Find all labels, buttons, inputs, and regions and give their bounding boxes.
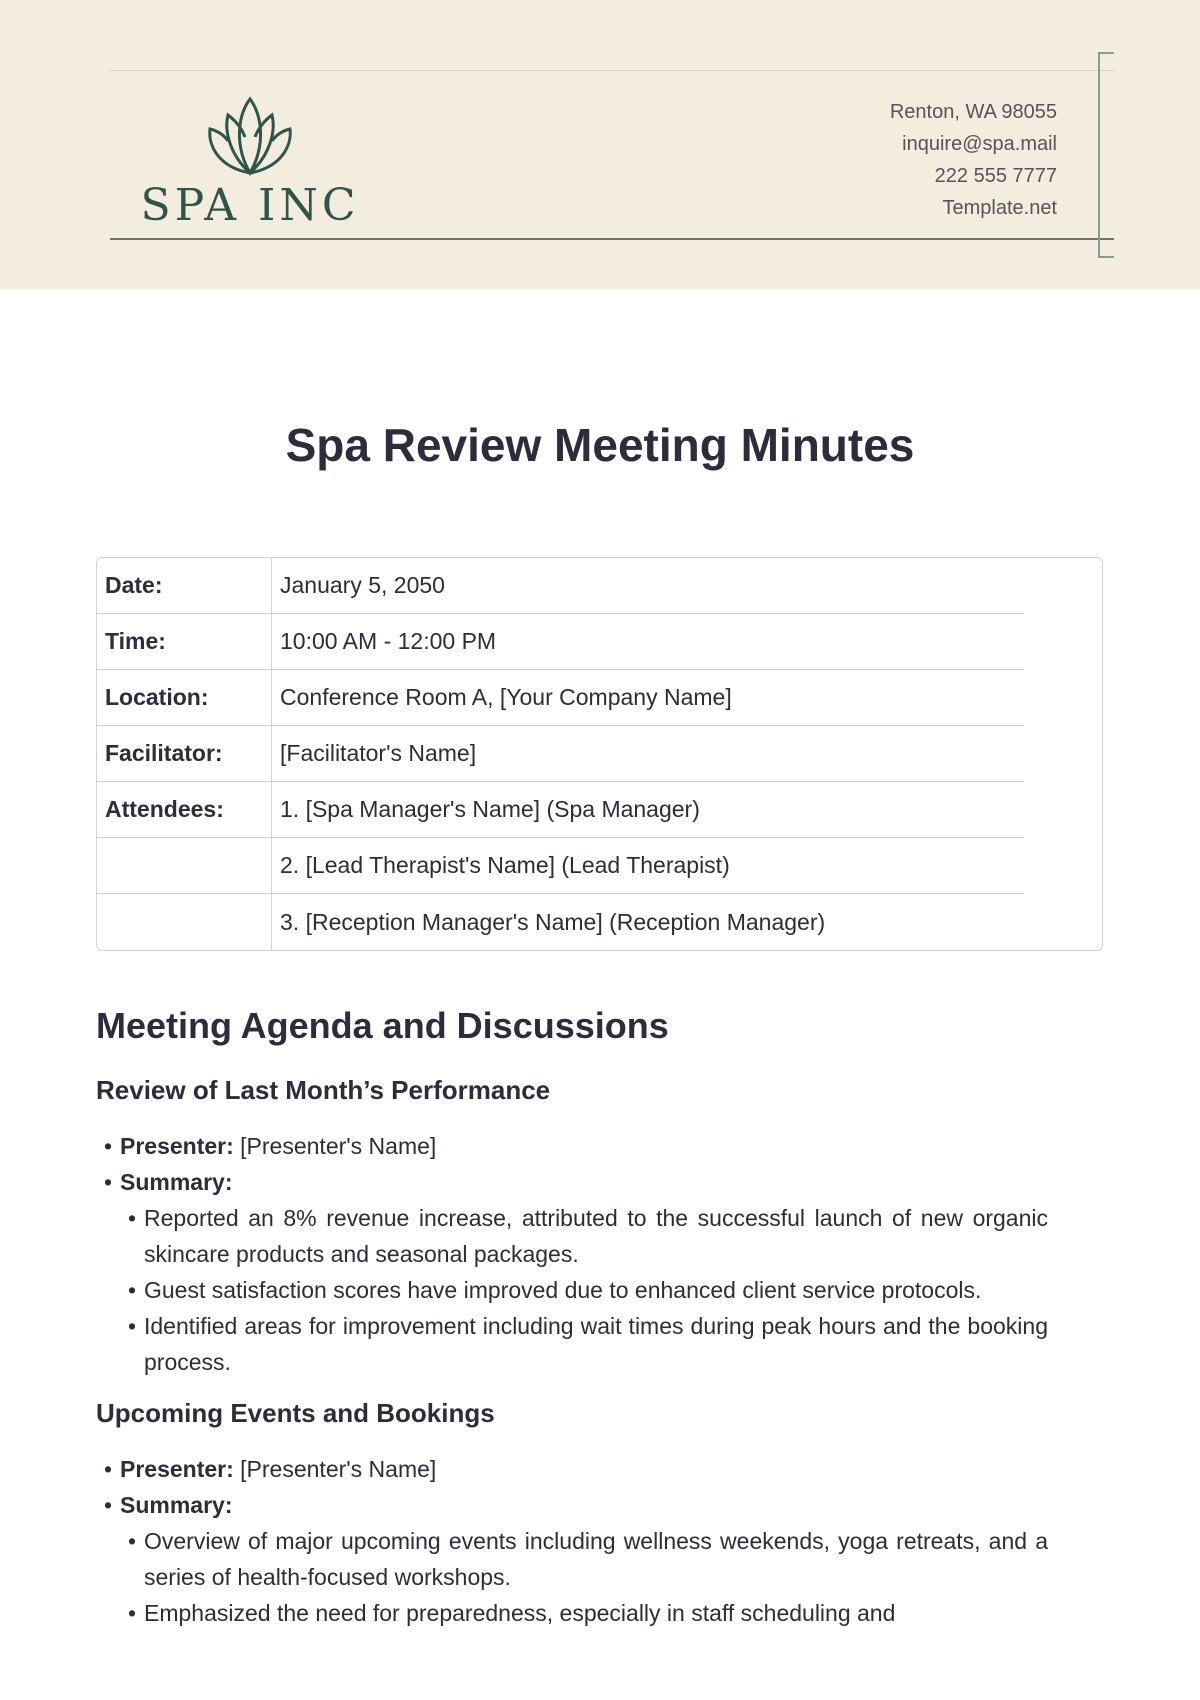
spacer (1024, 726, 1102, 782)
summary-label: Summary: (120, 1492, 233, 1518)
email: inquire@spa.mail (902, 133, 1057, 155)
table-row (97, 670, 1102, 726)
row-label: Time: (97, 614, 272, 670)
phone: 222 555 7777 (934, 165, 1057, 187)
spacer (1024, 558, 1102, 614)
logo (140, 95, 360, 231)
summary-label: Summary: (120, 1169, 233, 1195)
row-label: Attendees: (97, 782, 272, 838)
page-title: Spa Review Meeting Minutes (285, 419, 915, 471)
row-value: 10:00 AM - 12:00 PM (272, 614, 1024, 670)
row-value: 3. [Reception Manager's Name] (Reception Manager) (280, 908, 826, 935)
agenda (96, 1005, 1048, 1649)
presenter-item (96, 1128, 1048, 1164)
summary-item (96, 1487, 1048, 1523)
spacer (1024, 614, 1102, 670)
table-row (97, 726, 1102, 782)
spacer (1024, 670, 1102, 726)
row-value: [Facilitator's Name] (272, 726, 1024, 782)
section-title: Review of Last Month’s Performance (96, 1075, 551, 1105)
contact-info (890, 96, 1057, 224)
section-title: Upcoming Events and Bookings (96, 1398, 495, 1428)
row-label: Location: (97, 670, 272, 726)
table-row (97, 894, 1102, 950)
row-label: Facilitator: (97, 726, 272, 782)
row-value: 1. [Spa Manager's Name] (Spa Manager) (272, 782, 1024, 838)
divider (110, 70, 1114, 71)
agenda-section (96, 1398, 1048, 1631)
spacer (1024, 782, 1102, 838)
summary-point: • Emphasized the need for preparedness, especially in staff scheduling and (96, 1595, 1048, 1631)
agenda-section (96, 1075, 1048, 1380)
presenter-label: Presenter: (120, 1456, 234, 1482)
summary-point: • Guest satisfaction scores have improved due to enhanced client service protocols. (96, 1272, 1048, 1308)
presenter-label: Presenter: (120, 1133, 234, 1159)
row-label (97, 894, 272, 950)
meeting-info-table (96, 557, 1103, 951)
logo-text: SPA INC (140, 180, 360, 231)
website: Template.net (942, 197, 1057, 219)
divider (110, 238, 1114, 240)
presenter-name: [Presenter's Name] (240, 1456, 437, 1482)
presenter-item (96, 1451, 1048, 1487)
table-row (97, 558, 1102, 614)
bracket-decoration (1098, 52, 1114, 258)
summary-point: • Identified areas for improvement including wait times during peak hours and the booking process. (96, 1308, 1048, 1380)
letterhead (0, 0, 1200, 289)
row-label: Date: (97, 558, 272, 614)
summary-point: • Reported an 8% revenue increase, attributed to the successful launch of new organic skincare products and seasonal packages. (96, 1200, 1048, 1272)
table-row (97, 838, 1102, 894)
table-row (97, 782, 1102, 838)
row-value: Conference Room A, [Your Company Name] (272, 670, 1024, 726)
summary-item (96, 1164, 1048, 1200)
row-label (97, 838, 272, 894)
address: Renton, WA 98055 (889, 101, 1057, 123)
table-row (97, 614, 1102, 670)
row-value: January 5, 2050 (272, 558, 1024, 614)
presenter-name: [Presenter's Name] (240, 1133, 437, 1159)
agenda-heading: Meeting Agenda and Discussions (96, 1005, 669, 1046)
spacer (1024, 894, 1102, 950)
lotus-icon (190, 95, 310, 179)
spacer (1024, 838, 1102, 894)
row-value: 2. [Lead Therapist's Name] (Lead Therapist) (272, 838, 1024, 894)
summary-point: • Overview of major upcoming events including wellness weekends, yoga retreats, and a series of health-focused workshops. (96, 1523, 1048, 1595)
